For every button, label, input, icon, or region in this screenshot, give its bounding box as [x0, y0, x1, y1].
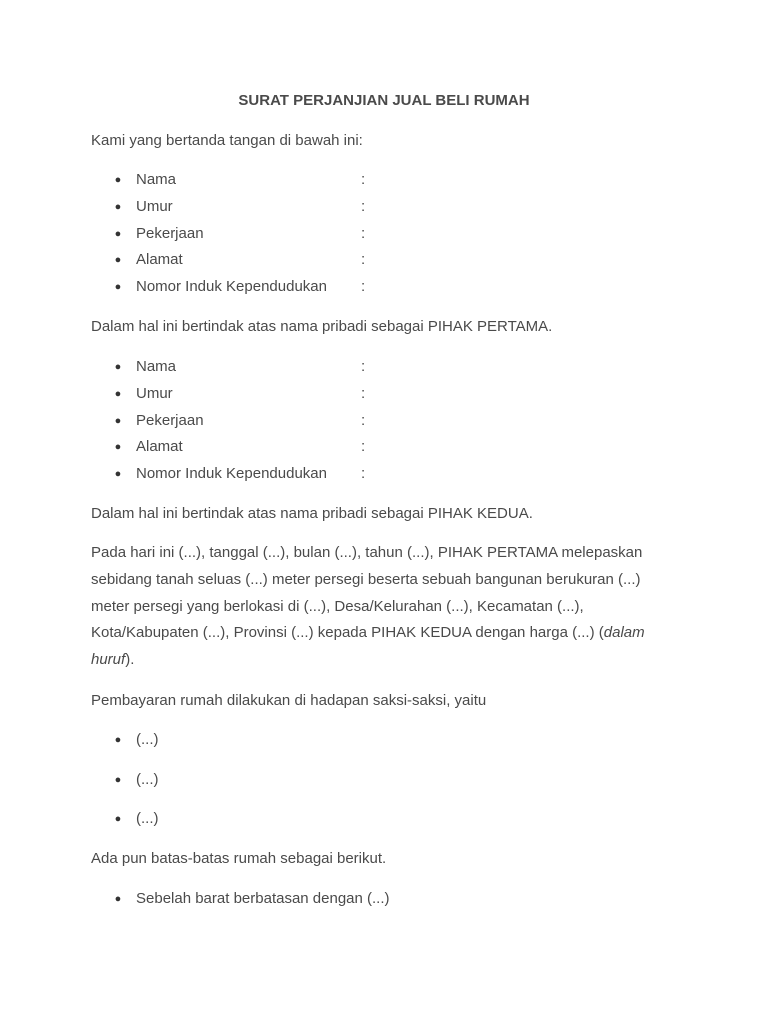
- bullet-icon: ●: [114, 200, 122, 213]
- field-label: Pekerjaan: [136, 411, 204, 429]
- agreement-text: Pada hari ini (...), tanggal (...), bulan (...), tahun (...), PIHAK PERTAMA melepaskan sebidang tanah seluas (...) meter persegi beserta sebuah bangunan berukuran (...) meter persegi yang berlokasi di (...), Desa/Kelurahan (...), Kecamatan (...), Kota/Kabupaten (...), Provinsi (...) kepada PIHAK KEDUA dengan harga (...) (: [91, 544, 643, 642]
- witness-item: (...): [136, 731, 159, 748]
- bullet-icon: ●: [114, 893, 122, 905]
- field-colon: :: [361, 251, 366, 269]
- bullet-icon: ●: [114, 227, 122, 240]
- bullet-icon: ●: [114, 281, 122, 294]
- bullet-icon: ●: [114, 468, 122, 481]
- bullet-icon: ●: [114, 813, 122, 825]
- field-label: Nomor Induk Kependudukan: [136, 278, 327, 296]
- field-label: Alamat: [136, 438, 183, 456]
- bullet-icon: ●: [114, 361, 122, 373]
- field-colon: :: [361, 384, 366, 402]
- bullet-icon: ●: [114, 441, 122, 454]
- field-colon: :: [361, 278, 366, 296]
- field-label: Nama: [136, 358, 177, 375]
- witness-item: (...): [136, 770, 159, 788]
- field-colon: :: [361, 197, 366, 215]
- bullet-icon: ●: [114, 734, 122, 746]
- party1-statement: Dalam hal ini bertindak atas nama pribadi sebagai PIHAK PERTAMA.: [91, 318, 553, 335]
- witness-item: (...): [136, 810, 159, 827]
- field-colon: :: [361, 224, 366, 242]
- payment-paragraph: Pembayaran rumah dilakukan di hadapan saksi-saksi, yaitu: [91, 692, 487, 709]
- field-label: Alamat: [136, 251, 183, 269]
- boundaries-paragraph: Ada pun batas-batas rumah sebagai berikut.: [91, 850, 387, 867]
- boundary-item: Sebelah barat berbatasan dengan (...): [136, 890, 390, 907]
- field-label: Pekerjaan: [136, 224, 204, 242]
- field-label: Umur: [136, 384, 173, 402]
- bullet-icon: ●: [114, 387, 122, 400]
- document-title: SURAT PERJANJIAN JUAL BELI RUMAH: [238, 92, 530, 109]
- field-label: Umur: [136, 197, 173, 215]
- intro-paragraph: Kami yang bertanda tangan di bawah ini:: [91, 132, 363, 149]
- agreement-paragraph: [91, 540, 671, 674]
- agreement-end: ).: [125, 651, 135, 669]
- bullet-icon: ●: [114, 174, 122, 186]
- party2-statement: Dalam hal ini bertindak atas nama pribadi sebagai PIHAK KEDUA.: [91, 505, 533, 522]
- field-colon: :: [361, 438, 366, 456]
- field-colon: :: [361, 411, 366, 429]
- bullet-icon: ●: [114, 254, 122, 267]
- field-colon: :: [361, 358, 366, 375]
- field-colon: :: [361, 171, 366, 188]
- field-colon: :: [361, 465, 366, 483]
- field-label: Nama: [136, 171, 177, 188]
- agreement-italic: dalam huruf: [91, 624, 645, 669]
- field-label: Nomor Induk Kependudukan: [136, 465, 327, 483]
- bullet-icon: ●: [114, 773, 122, 786]
- bullet-icon: ●: [114, 414, 122, 427]
